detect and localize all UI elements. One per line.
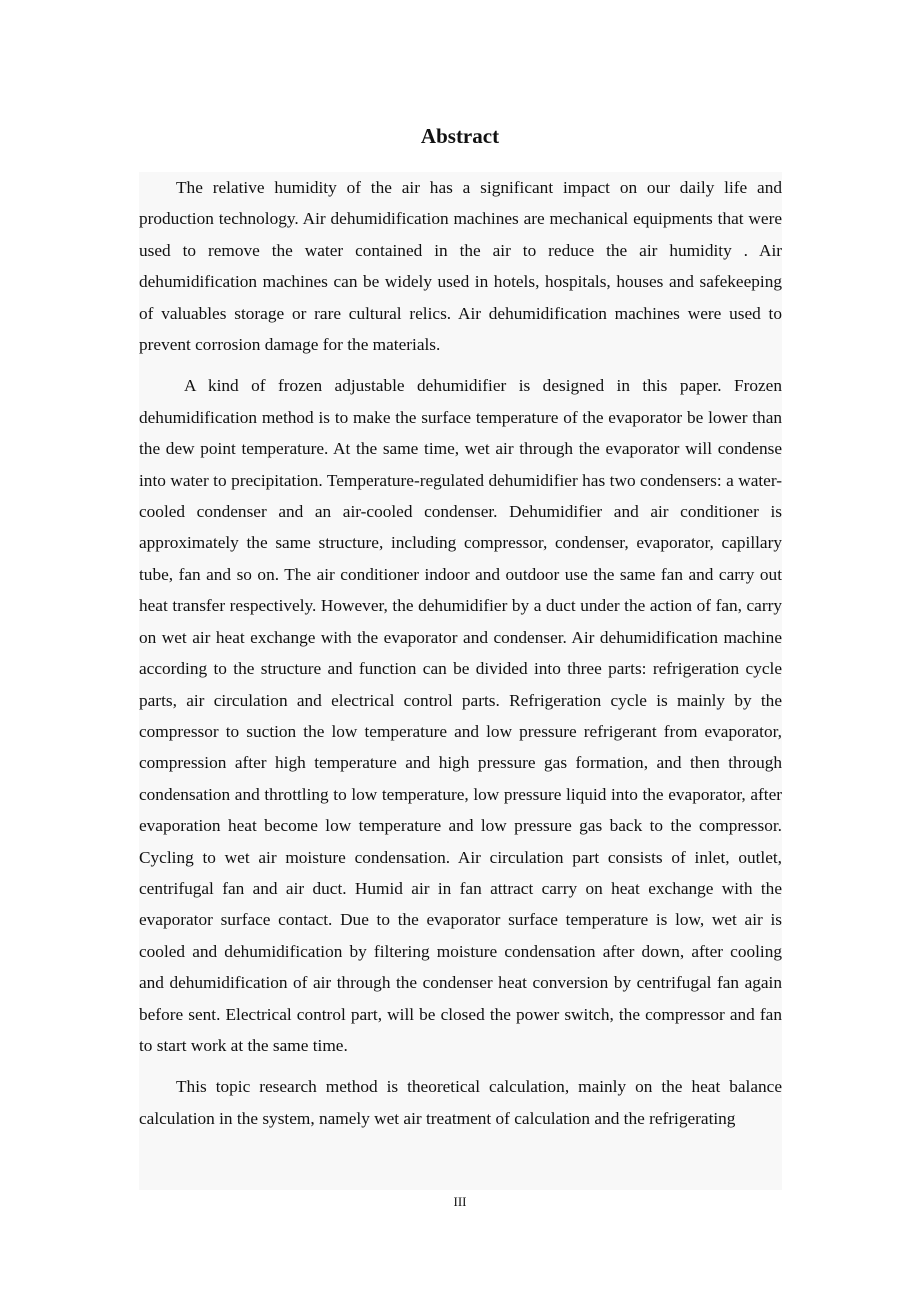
abstract-paragraph-1: The relative humidity of the air has a significant impact on our daily life and production technology. Air dehumidification machines are mechanical equipments that were used to remove the water contained in the air to reduce the air humidity . Air dehumidification machines can be widely used in hotels, hospitals, houses and safekeeping of valuables storage or rare cultural relics. Air dehumidification machines were used to prevent corrosion damage for the materials. — [139, 178, 782, 355]
abstract-paragraph-2: A kind of frozen adjustable dehumidifier is designed in this paper. Frozen dehumidification method is to make the surface temperature of the evaporator be lower than the dew point temperature. At the same time, wet air through the evaporator will condense into water to precipitation. Temperature-regulated dehumidifier has two condensers: a water-cooled condenser and an air-cooled condenser. Dehumidifier and air conditioner is approximately the same structure, including compressor, condenser, evaporator, capillary tube, fan and so on. The air conditioner indoor and outdoor use the same fan and carry out heat transfer respectively. However, the dehumidifier by a duct under the action of fan, carry on wet air heat exchange with the evaporator and condenser. Air dehumidification machine according to the structure and function can be divided into three parts: refrigeration cycle parts, air circulation and electrical control parts. Refrigeration cycle is mainly by the compressor to suction the low temperature and low pressure refrigerant from evaporator, compression after high temperature and high pressure gas formation, and then through condensation and throttling to low temperature, low pressure liquid into the evaporator, after evaporation heat become low temperature and low pressure gas back to the compressor. Cycling to wet air moisture condensation. Air circulation part consists of inlet, outlet, centrifugal fan and air duct. Humid air in fan attract carry on heat exchange with the evaporator surface contact. Due to the evaporator surface temperature is low, wet air is cooled and dehumidification by filtering moisture condensation after down, after cooling and dehumidification of air through the condenser heat conversion by centrifugal fan again before sent. Electrical control part, will be closed the power switch, the compressor and fan to start work at the same time. — [139, 376, 782, 1055]
abstract-paragraph-3: This topic research method is theoretical calculation, mainly on the heat balance calculation in the system, namely wet air treatment of calculation and the refrigerating — [139, 1077, 782, 1128]
abstract-title: Abstract — [420, 124, 500, 148]
abstract-body — [139, 172, 782, 1190]
page-number: III — [453, 1194, 467, 1209]
